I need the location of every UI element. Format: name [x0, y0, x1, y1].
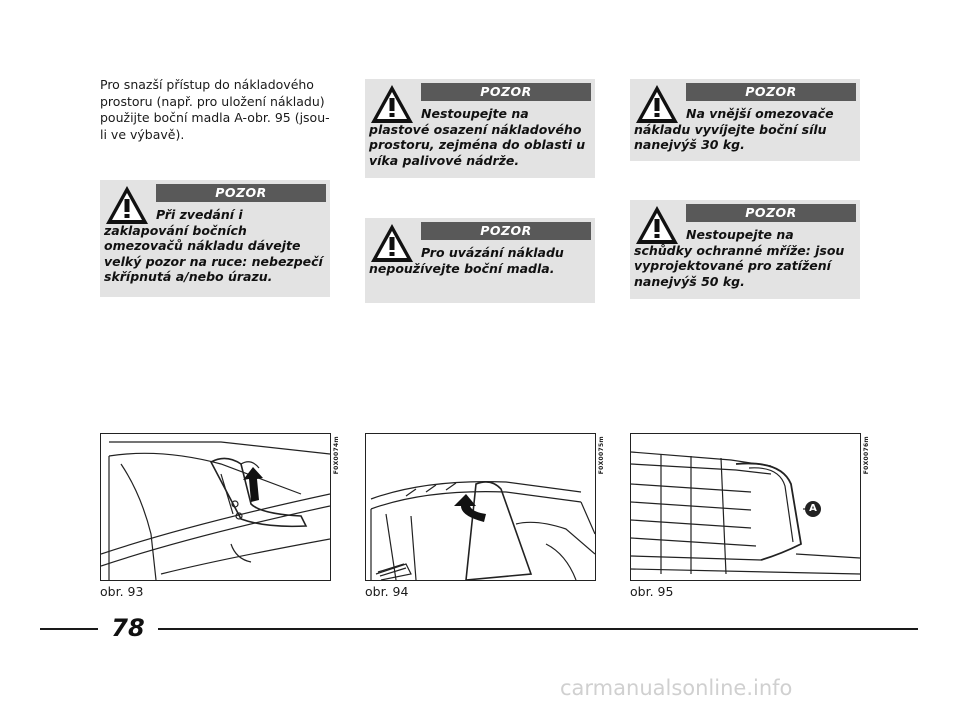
figure-94-caption: obr. 94 [365, 584, 409, 599]
watermark: carmanualsonline.info [560, 676, 793, 700]
figure-93 [100, 433, 331, 581]
warning-box-hands [100, 180, 330, 297]
figure-94-illustration [366, 434, 595, 580]
warning-box-side-force [630, 79, 860, 161]
warning-text: Při zvedání i zaklapování bočních omezovačů nákladu dávejte velký pozor na ruce: nebezpečí skřípnutá a/nebo úrazu. [104, 207, 323, 284]
warning-box-plastic-trim [365, 79, 595, 178]
warning-text: Na vnější omezovače nákladu vyvíjejte boční sílu nanejvýš 30 kg. [634, 106, 834, 152]
figure-94 [365, 433, 596, 581]
figure-95-illustration [631, 434, 860, 580]
figure-95 [630, 433, 861, 581]
figure-95-code: F0X0076m [863, 436, 870, 475]
footer-rule-left [40, 628, 98, 630]
callout-a-badge: A [805, 501, 821, 517]
warning-text: Nestoupejte na plastové osazení nákladového prostoru, zejména do oblasti u víka palivové nádrže. [369, 106, 586, 168]
figure-93-code: F0X0074m [333, 436, 340, 475]
figure-94-code: F0X0075m [598, 436, 605, 475]
warning-title: POZOR [156, 184, 326, 202]
warning-title: POZOR [421, 83, 591, 101]
figure-93-caption: obr. 93 [100, 584, 144, 599]
page-number: 78 [111, 614, 145, 642]
intro-paragraph: Pro snazší přístup do nákladového prostoru (např. pro uložení nákladu) použijte boční madla A-obr. 95 (jsou-li ve výbavě). [100, 77, 330, 142]
warning-text: Nestoupejte na schůdky ochranné mříže: jsou vyprojektované pro zatížení nanejvýš 50 kg. [634, 227, 845, 289]
warning-title: POZOR [686, 204, 856, 222]
warning-title: POZOR [686, 83, 856, 101]
warning-text: Pro uvázání nákladu nepoužívejte boční madla. [369, 245, 564, 276]
warning-box-steps [630, 200, 860, 299]
warning-title: POZOR [421, 222, 591, 240]
figure-93-illustration [101, 434, 330, 580]
footer-rule-right [158, 628, 918, 630]
warning-box-tie-down [365, 218, 595, 303]
figure-95-caption: obr. 95 [630, 584, 674, 599]
